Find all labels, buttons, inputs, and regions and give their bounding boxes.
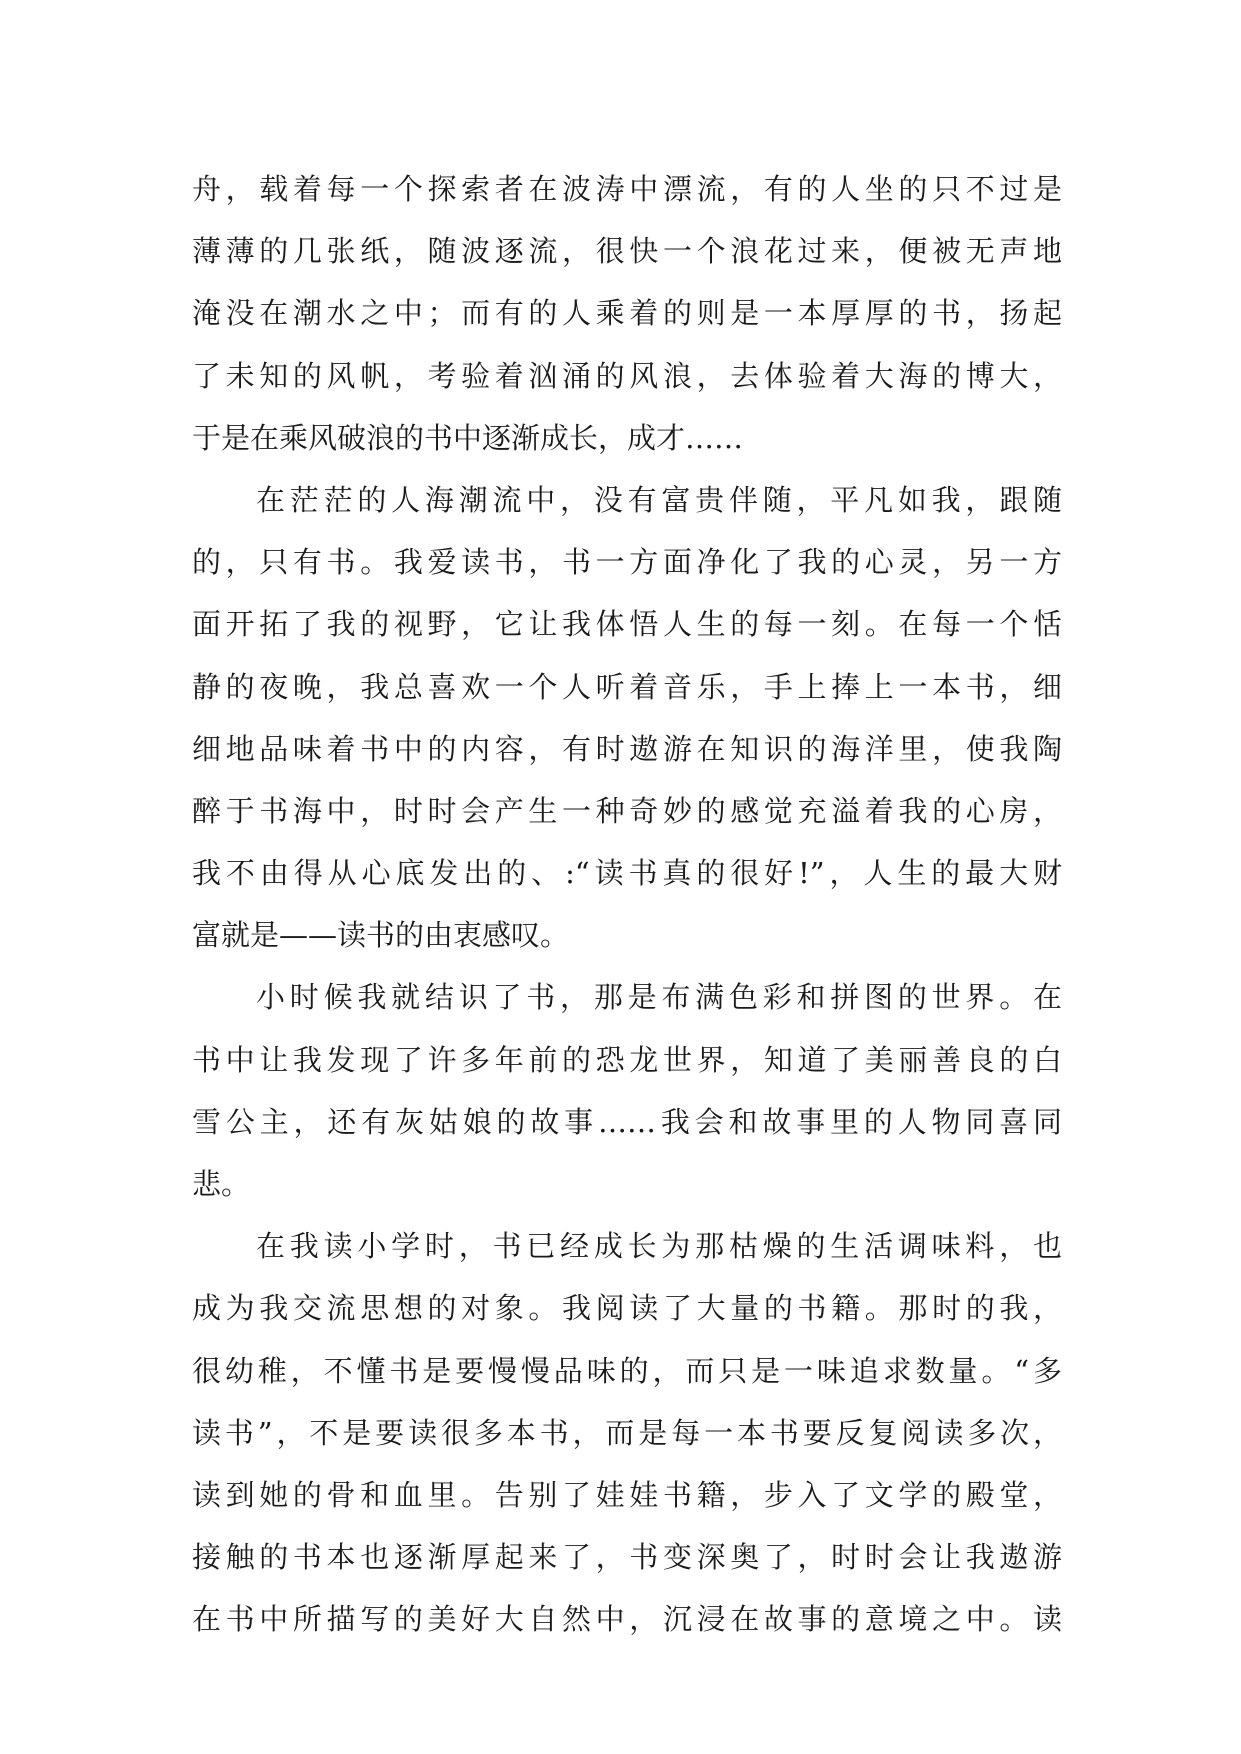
text-line: 读到她的骨和血里。告别了娃娃书籍，步入了文学的殿堂， bbox=[192, 1477, 1062, 1512]
paragraph-first-line: 在茫茫的人海潮流中，没有富贵伴随，平凡如我，跟随 bbox=[256, 482, 1062, 517]
text-line: 细地品味着书中的内容，有时遨游在知识的海洋里，使我陶 bbox=[192, 731, 1062, 766]
text-line: 接触的书本也逐渐厚起来了，书变深奥了，时时会让我遨游 bbox=[192, 1540, 1062, 1575]
text-line: 书中让我发现了许多年前的恐龙世界，知道了美丽善良的白 bbox=[192, 1042, 1062, 1077]
text-line: 薄薄的几张纸，随波逐流，很快一个浪花过来，便被无声地 bbox=[192, 234, 1062, 269]
text-line: 雪公主，还有灰姑娘的故事……我会和故事里的人物同喜同 bbox=[192, 1104, 1062, 1139]
text-line: 了未知的风帆，考验着汹涌的风浪，去体验着大海的博大， bbox=[192, 358, 1062, 393]
text-line: 读书”，不是要读很多本书，而是每一本书要反复阅读多次， bbox=[192, 1415, 1062, 1450]
text-line: 静的夜晚，我总喜欢一个人听着音乐，手上捧上一本书，细 bbox=[192, 669, 1062, 704]
text-line: 很幼稚，不懂书是要慢慢品味的，而只是一味追求数量。“多 bbox=[192, 1353, 1062, 1388]
text-line: 醉于书海中，时时会产生一种奇妙的感觉充溢着我的心房， bbox=[192, 793, 1062, 828]
text-line: 于是在乘风破浪的书中逐渐成长，成才…… bbox=[192, 420, 744, 455]
text-line: 的，只有书。我爱读书，书一方面净化了我的心灵，另一方 bbox=[192, 545, 1062, 580]
text-line: 面开拓了我的视野，它让我体悟人生的每一刻。在每一个恬 bbox=[192, 607, 1062, 642]
text-line: 在书中所描写的美好大自然中，沉浸在故事的意境之中。读 bbox=[192, 1602, 1062, 1637]
text-line: 悲。 bbox=[192, 1167, 251, 1201]
paragraph-first-line: 在我读小学时，书已经成长为那枯燥的生活调味料，也 bbox=[256, 1229, 1062, 1264]
body-text bbox=[192, 158, 1062, 1651]
paragraph-first-line: 小时候我就结识了书，那是布满色彩和拼图的世界。在 bbox=[256, 980, 1062, 1015]
text-line: 舟，载着每一个探索者在波涛中漂流，有的人坐的只不过是 bbox=[192, 172, 1062, 206]
text-line: 我不由得从心底发出的、:“读书真的很好!”，人生的最大财 bbox=[192, 856, 1062, 891]
text-line: 淹没在潮水之中；而有的人乘着的则是一本厚厚的书，扬起 bbox=[192, 296, 1062, 331]
text-line: 富就是——读书的由衷感叹。 bbox=[192, 918, 570, 953]
text-line: 成为我交流思想的对象。我阅读了大量的书籍。那时的我， bbox=[192, 1291, 1062, 1326]
